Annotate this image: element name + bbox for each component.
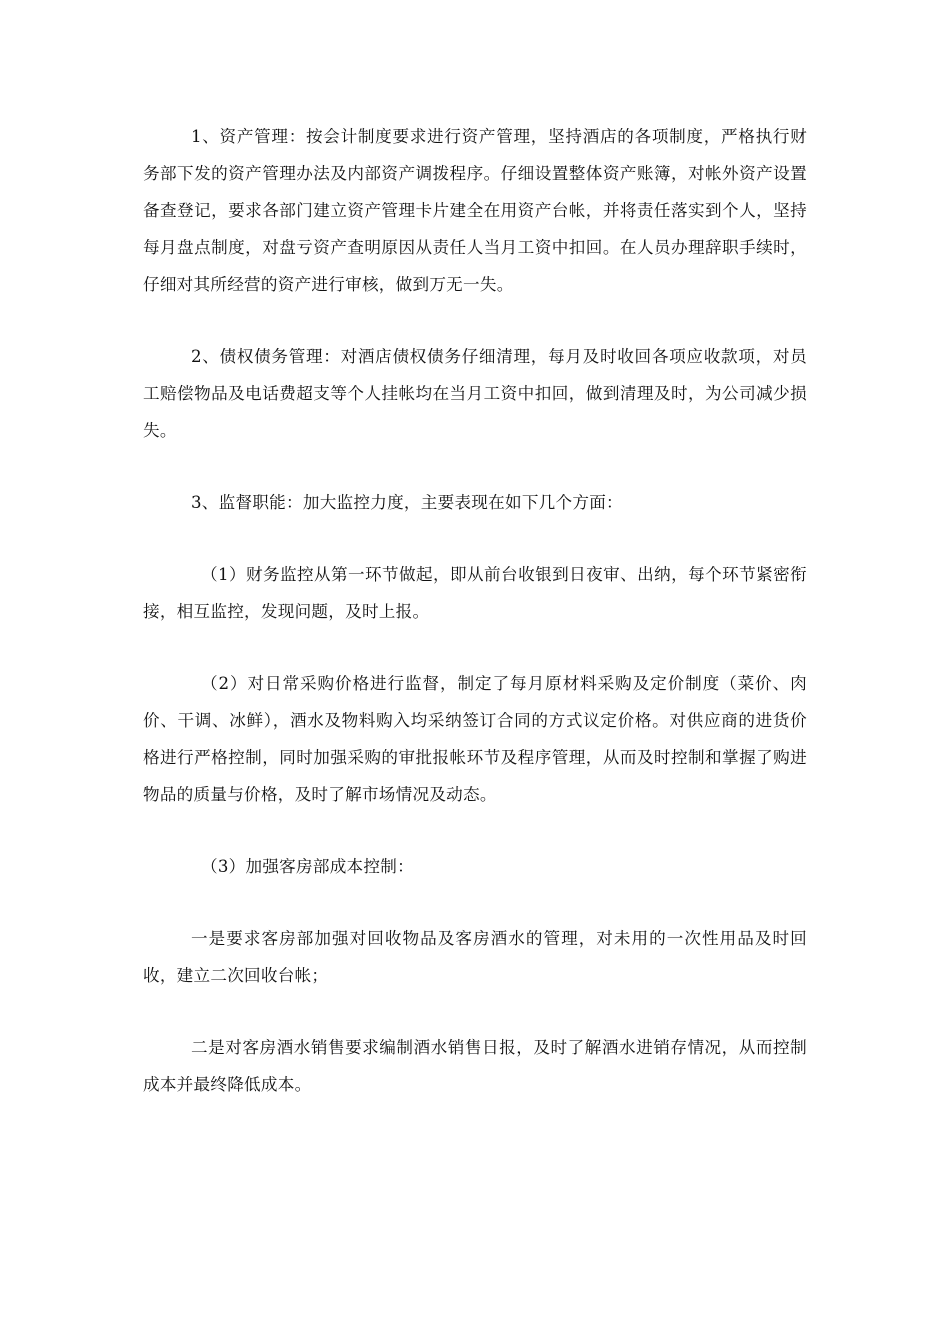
paragraph-supervision-item-1: （1）财务监控从第一环节做起，即从前台收银到日夜审、出纳，每个环节紧密衔接，相互监控，发现问题，及时上报。 — [143, 565, 807, 621]
paragraph-debt-management: 2、债权债务管理：对酒店债权债务仔细清理，每月及时收回各项应收款项，对员工赔偿物品及电话费超支等个人挂帐均在当月工资中扣回，做到清理及时，为公司减少损失。 — [143, 347, 807, 440]
paragraph-supervision-item-2: （2）对日常采购价格进行监督，制定了每月原材料采购及定价制度（菜价、肉价、干调、冰鲜），酒水及物料购入均采纳签订合同的方式议定价格。对供应商的进货价格进行严格控制，同时加强采购的审批报帐环节及程序管理，从而及时控制和掌握了购进物品的质量与价格，及时了解市场情况及动态。 — [143, 674, 807, 804]
document-body — [143, 118, 807, 1103]
paragraph-room-cost-2: 二是对客房酒水销售要求编制酒水销售日报，及时了解酒水进销存情况，从而控制成本并最终降低成本。 — [143, 1038, 807, 1094]
paragraph-asset-management: 1、资产管理：按会计制度要求进行资产管理，坚持酒店的各项制度，严格执行财务部下发的资产管理办法及内部资产调拨程序。仔细设置整体资产账簿，对帐外资产设置备查登记，要求各部门建立资产管理卡片建全在用资产台帐，并将责任落实到个人，坚持每月盘点制度，对盘亏资产查明原因从责任人当月工资中扣回。在人员办理辞职手续时，仔细对其所经营的资产进行审核，做到万无一失。 — [143, 127, 807, 294]
paragraph-room-cost-1: 一是要求客房部加强对回收物品及客房酒水的管理，对未用的一次性用品及时回收，建立二次回收台帐； — [143, 929, 807, 985]
paragraph-supervision-item-3: （3）加强客房部成本控制： — [201, 857, 414, 876]
paragraph-supervision: 3、监督职能：加大监控力度，主要表现在如下几个方面： — [191, 493, 623, 512]
